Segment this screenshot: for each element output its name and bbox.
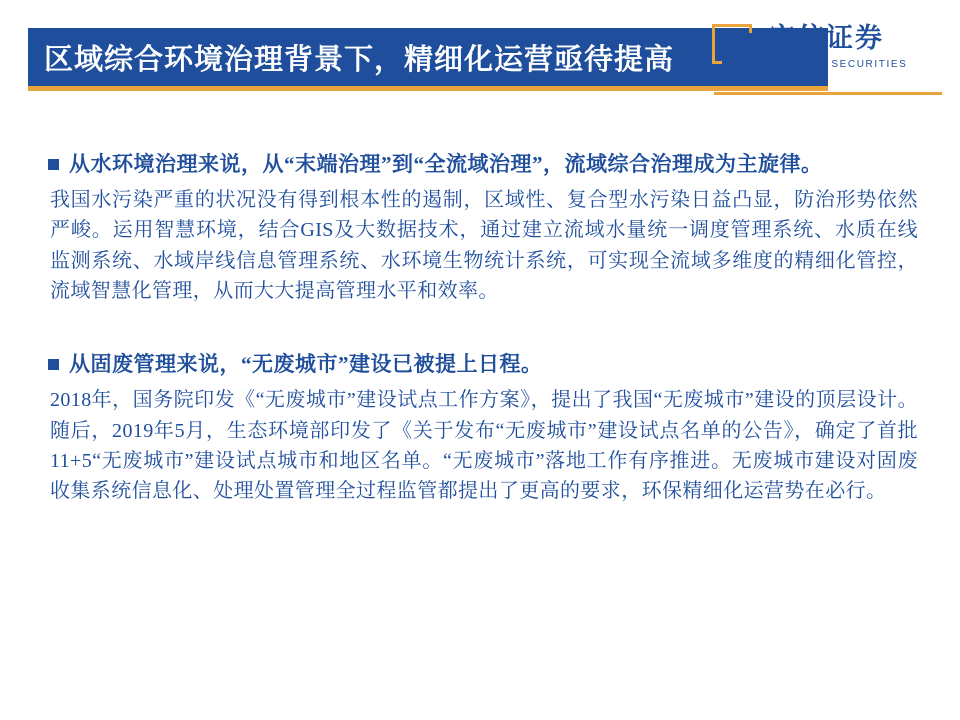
square-bullet-icon [48,159,59,170]
block-heading: 从固废管理来说，“无废城市”建设已被提上日程。 [69,352,543,377]
block-heading: 从水环境治理来说，从“末端治理”到“全流域治理”，流域综合治理成为主旋律。 [69,152,823,176]
content-block-2 [48,350,918,506]
block-body: 我国水污染严重的状况没有得到根本性的遏制，区域性、复合型水污染日益凸显，防治形势依然严峻。运用智慧环境，结合GIS及大数据技术，通过建立流域水量统一调度管理系统、水质在线监测系统、水域岸线信息管理系统、水环境生物统计系统，可实现全流域多维度的精细化管控，流域智慧化管理，从而大大提高管理水平和效率。 [50,188,918,302]
logo-text [768,22,908,70]
page-title: 区域综合环境治理背景下，精细化运营亟待提高 [44,43,675,76]
content-block-1 [48,150,918,306]
bullet-heading-2 [48,350,918,380]
title-banner [28,28,828,86]
bullet-heading-1 [48,150,918,180]
company-logo [712,18,942,98]
square-emblem-icon [712,24,758,70]
logo-row [712,18,942,76]
emblem-fill [722,33,753,66]
slide-header [0,22,960,90]
block-body: 2018年，国务院印发《“无废城市”建设试点工作方案》，提出了我国“无废城市”建设的顶层设计。随后，2019年5月，生态环境部印发了《关于发布“无废城市”建设试点名单的公告》，确定了首批11+5“无废城市”建设试点城市和地区名单。“无废城市”落地工作有序推进。无废城市建设对固废收集系统信息化、处理处置管理全过程监管都提出了更高的要求，环保精细化运营势在必行。 [50,389,918,503]
logo-company-name-en: ESSENCE SECURITIES [768,58,908,70]
title-underline [28,86,828,91]
logo-underline [714,92,942,95]
square-bullet-icon [48,359,59,370]
logo-company-name-cn: 安信证券 [768,22,884,53]
slide-body [48,150,918,535]
